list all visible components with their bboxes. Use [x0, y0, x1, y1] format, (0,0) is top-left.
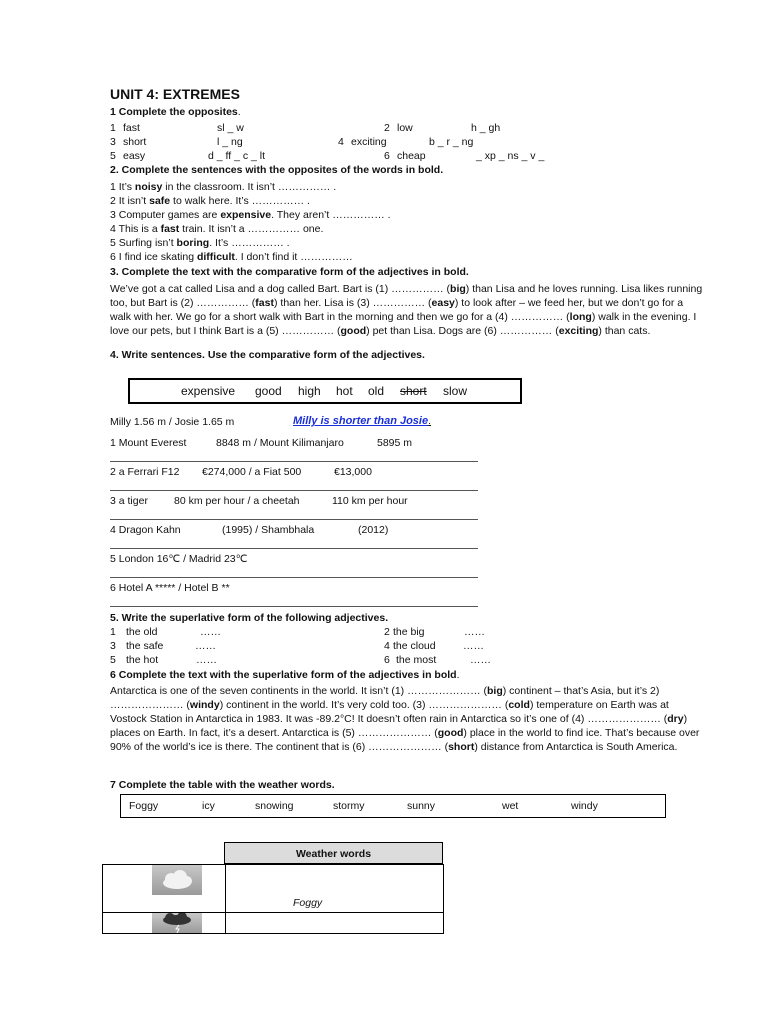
answer-line[interactable] [110, 577, 478, 578]
ex5-dots: …… [196, 654, 217, 666]
ex2-sentence: 4 This is a fast train. It isn’t a …………… one. [110, 223, 324, 235]
weather-word: sunny [407, 800, 436, 812]
ex1-word: fast [123, 122, 140, 134]
ex1-answer: sl _ w [217, 122, 244, 134]
weather-word: windy [571, 800, 598, 812]
weather-word: Foggy [129, 800, 159, 812]
ex1-num: 2 [384, 122, 390, 134]
ex5-num: 6 [384, 654, 390, 666]
weather-word: wet [502, 800, 519, 812]
ex4-example-answer: Milly is shorter than Josie. [293, 415, 432, 427]
ex2-sentence: 2 It isn’t safe to walk here. It’s …………… . [110, 195, 310, 207]
ex2-sentence: 1 It’s noisy in the classroom. It isn’t …………… . [110, 181, 337, 193]
ex4-item-1-b: 8848 m / Mount Kilimanjaro [216, 437, 344, 449]
ex4-item-4: 4 Dragon Kahn [110, 524, 181, 536]
weather-table [102, 842, 444, 934]
ex5-num: 2 [384, 626, 390, 638]
ex2-sentence: 3 Computer games are expensive. They aren’t …………… . [110, 209, 391, 221]
ex3-text: We’ve got a cat called Lisa and a dog called Bart. Bart is (1) …………… (big) than Lisa and he loves running. Lisa likes running too, but Bart is (2) …………… (fast) than her. Lisa is (3) …………… (easy) to look after – we feed her, but we don’t go for a walk with her. We go for a short walk with Bart in the morning and then we go for a (4) …………… (long) walk in the evening. I love our pets, but I think Bart is a (5) …………… (good) pet than Lisa. Dogs are (6) …………… (exciting) than cats. [110, 283, 703, 337]
ex5-heading: 5. Write the superlative form of the following adjectives. [110, 612, 389, 624]
answer-line[interactable] [110, 548, 478, 549]
ex5-word: the big [393, 626, 425, 638]
ex7-word-box [120, 794, 666, 818]
word-box-item: high [298, 384, 321, 398]
ex4-item-2-c: €13,000 [334, 466, 372, 478]
ex1-word: exciting [351, 136, 387, 148]
ex1-num: 5 [110, 150, 116, 162]
ex4-item-5: 5 London 16℃ / Madrid 23℃ [110, 553, 248, 565]
ex1-num: 6 [384, 150, 390, 162]
ex2-sentence: 6 I find ice skating difficult. I don’t find it …………… [110, 251, 353, 263]
ex1-answer: b _ r _ ng [429, 136, 474, 148]
ex4-heading: 4. Write sentences. Use the comparative form of the adjectives. [110, 349, 425, 361]
ex4-item-1: 1 Mount Everest [110, 437, 187, 449]
word-box-item: good [255, 384, 282, 398]
ex4-item-3: 3 a tiger [110, 495, 148, 507]
ex5-word: the most [396, 654, 437, 666]
ex3-heading: 3. Complete the text with the comparative form of the adjectives in bold. [110, 266, 469, 278]
ex1-answer: l _ ng [217, 136, 243, 148]
word-box-item: hot [336, 384, 353, 398]
ex5-word: the hot [126, 654, 159, 666]
ex1-word: cheap [397, 150, 426, 162]
page-title: UNIT 4: EXTREMES [110, 86, 240, 102]
ex5-word: the old [126, 626, 158, 638]
ex2-sentence: 5 Surfing isn’t boring. It’s …………… . [110, 237, 290, 249]
ex4-item-3-b: 80 km per hour / a cheetah [174, 495, 300, 507]
word-box-item: slow [443, 384, 468, 398]
ex5-dots: …… [195, 640, 216, 652]
answer-line[interactable] [110, 461, 478, 462]
ex7-heading: 7 Complete the table with the weather words. [110, 779, 335, 791]
weather-word: stormy [333, 800, 365, 812]
ex6-text: Antarctica is one of the seven continents in the world. It isn’t (1) ………………… (big) continent – that’s Asia, but it’s 2) ………………… (windy) continent in the world. It’s very cold too. (3) ………………… (cold) temperature on Earth was at Vostock Station in Antarctica in 1983. It was -89.2°C! It doesn’t often rain in Antarctica so it’s one of (4) ………………… (dry) places on Earth. In fact, it’s a desert. Antarctica is (5) ………………… (good) place in the world to find ice. That’s because over 90% of the world’s ice is there. The continent that is (6) ………………… (short) distance from Antarctica is South America. [110, 685, 700, 753]
ex5-dots: …… [464, 626, 485, 638]
ex5-num: 1 [110, 626, 116, 638]
cloud-icon [152, 865, 202, 895]
ex5-dots: …… [470, 654, 491, 666]
ex4-item-2: 2 a Ferrari F12 [110, 466, 180, 478]
word-box-item: old [368, 384, 385, 398]
ex5-word: the safe [126, 640, 164, 652]
weather-table-body [102, 864, 444, 934]
ex1-word: easy [123, 150, 146, 162]
storm-cloud-icon [152, 913, 202, 933]
ex4-item-4-c: (2012) [358, 524, 389, 536]
ex1-answer: _ xp _ ns _ v _ [476, 150, 545, 162]
word-box-item: expensive [181, 384, 236, 398]
weather-word: icy [202, 800, 215, 812]
answer-line[interactable] [110, 490, 478, 491]
weather-word: snowing [255, 800, 294, 812]
ex1-word: short [123, 136, 147, 148]
ex1-answer: h _ gh [471, 122, 501, 134]
answer-line[interactable] [110, 606, 478, 607]
ex5-num: 4 [384, 640, 390, 652]
weather-table-answer: Foggy [293, 897, 323, 909]
ex5-num: 5 [110, 654, 116, 666]
answer-line[interactable] [110, 519, 478, 520]
ex6-heading: 6 Complete the text with the superlative form of the adjectives in bold. [110, 669, 460, 681]
ex5-dots: …… [200, 626, 221, 638]
ex4-item-6: 6 Hotel A ***** / Hotel B ** [110, 582, 230, 594]
ex4-item-4-b: (1995) / Shambhala [222, 524, 315, 536]
ex1-word: low [397, 122, 413, 134]
word-box-item-crossed: short [400, 384, 427, 398]
ex4-item-3-c: 110 km per hour [332, 495, 408, 507]
ex5-word: the cloud [393, 640, 436, 652]
ex1-heading: 1 Complete the opposites. [110, 106, 241, 118]
ex5-num: 3 [110, 640, 116, 652]
weather-table-header: Weather words [224, 842, 443, 864]
ex2-heading: 2. Complete the sentences with the opposites of the words in bold. [110, 164, 444, 176]
ex5-dots: …… [463, 640, 484, 652]
ex4-item-1-c: 5895 m [377, 437, 413, 449]
ex1-num: 3 [110, 136, 116, 148]
table-divider [225, 865, 226, 933]
ex4-item-2-b: €274,000 / a Fiat 500 [202, 466, 302, 478]
ex4-example: Milly 1.56 m / Josie 1.65 m [110, 416, 235, 428]
ex1-num: 4 [338, 136, 344, 148]
ex1-num: 1 [110, 122, 116, 134]
ex1-answer: d _ ff _ c _ lt [208, 150, 266, 162]
ex4-word-box [128, 378, 522, 404]
